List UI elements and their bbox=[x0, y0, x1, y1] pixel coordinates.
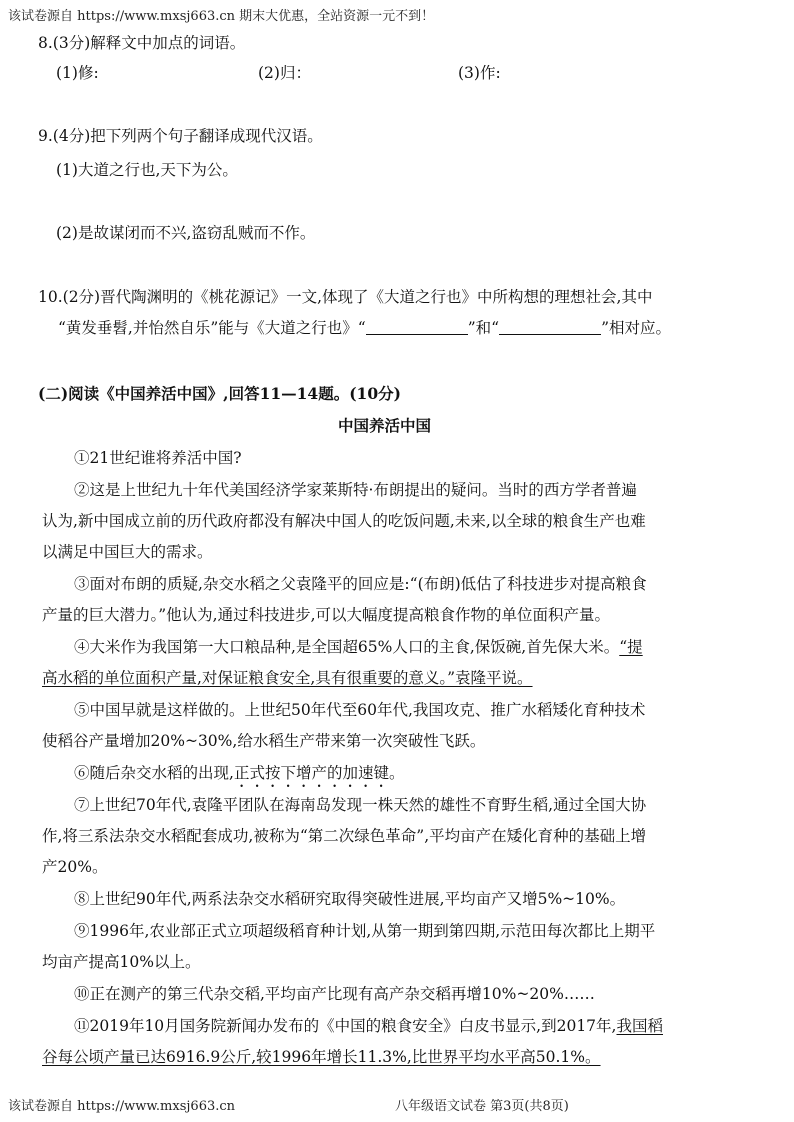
q8-item-2: (2)归： bbox=[258, 64, 311, 82]
para-2-line-2: 认为,新中国成立前的历代政府都没有解决中国人的吃饭问题,未来,以全球的粮食生产也难 bbox=[42, 512, 646, 530]
footer-watermark: 该试卷源自 https://www.mxsj663.cn bbox=[8, 1099, 236, 1114]
para-9-line-1: ⑨1996年,农业部正式立项超级稻育种计划,从第一期到第四期,示范田每次都比上期平 bbox=[74, 922, 656, 940]
para-6-a: ⑥随后杂交水稻的出现, bbox=[74, 764, 234, 782]
q8-stem: 8.(3分)解释文中加点的词语。 bbox=[38, 34, 246, 52]
para-5-line-1: ⑤中国早就是这样做的。上世纪50年代至60年代,我国攻克、推广水稻矮化育种技术 bbox=[74, 701, 646, 719]
para-6-dotted-phrase: 正式按下增产的加速键 bbox=[233, 764, 389, 782]
para-3-line-1: ③面对布朗的质疑,杂交水稻之父袁隆平的回应是:“(布朗)低估了科技进步对提高粮食 bbox=[74, 575, 647, 593]
para-11-line-1-a: ⑪2019年10月国务院新闻办发布的《中国的粮食安全》白皮书显示,到2017年, bbox=[74, 1017, 617, 1035]
passage-title: 中国养活中国 bbox=[338, 416, 432, 435]
section-heading: (二)阅读《中国养活中国》,回答11—14题。(10分) bbox=[38, 384, 401, 403]
q8-item-1: (1)修: bbox=[56, 64, 99, 82]
q10-answer-blank-1[interactable] bbox=[366, 318, 468, 335]
q10-line-2-a: “黄发垂髫,并怡然自乐”能与《大道之行也》“ bbox=[58, 319, 366, 337]
q10-line-2-c: ”相对应。 bbox=[601, 319, 671, 337]
para-4-line-2: 高水稻的单位面积产量,对保证粮食安全,具有很重要的意义。”袁隆平说。 bbox=[42, 669, 533, 687]
page-number: 八年级语文试卷 第3页(共8页) bbox=[395, 1099, 569, 1114]
para-7-line-3: 产20%。 bbox=[42, 858, 108, 876]
para-4-line-1-a: ④大米作为我国第一大口粮品种,是全国超65%人口的主食,保饭碗,首先保大米。 bbox=[74, 638, 620, 656]
para-11-line-2: 谷每公顷产量已达6916.9公斤,较1996年增长11.3%,比世界平均水平高50.1%。 bbox=[42, 1048, 601, 1066]
para-9-line-2: 均亩产提高10%以上。 bbox=[42, 953, 201, 971]
q10-line-2 bbox=[58, 317, 671, 339]
para-1: ①21世纪谁将养活中国? bbox=[74, 449, 242, 467]
para-10: ⑩正在测产的第三代杂交稻,平均亩产比现有高产杂交稻再增10%~20%…… bbox=[74, 985, 595, 1003]
q10-answer-blank-2[interactable] bbox=[499, 318, 601, 335]
para-4-line-1 bbox=[74, 636, 643, 658]
para-8: ⑧上世纪90年代,两系法杂交水稻研究取得突破性进展,平均亩产又增5%~10%。 bbox=[74, 890, 626, 908]
q9-stem: 9.(4分)把下列两个句子翻译成现代汉语。 bbox=[38, 127, 323, 145]
para-4-underline-start: “提 bbox=[619, 638, 643, 656]
para-5-line-2: 使稻谷产量增加20%~30%,给水稻生产带来第一次突破性飞跃。 bbox=[42, 732, 486, 750]
para-3-line-2: 产量的巨大潜力。”他认为,通过科技进步,可以大幅度提高粮食作物的单位面积产量。 bbox=[42, 606, 611, 624]
para-11-line-1 bbox=[74, 1015, 663, 1037]
q8-item-3: (3)作: bbox=[458, 64, 501, 82]
para-2-line-1: ②这是上世纪九十年代美国经济学家莱斯特·布朗提出的疑问。当时的西方学者普遍 bbox=[74, 481, 637, 499]
para-7-line-1: ⑦上世纪70年代,袁隆平团队在海南岛发现一株天然的雄性不育野生稻,通过全国大协 bbox=[74, 796, 647, 814]
q9-item-2: (2)是故谋闭而不兴,盗窃乱贼而不作。 bbox=[56, 224, 316, 242]
q10-line-1: 10.(2分)晋代陶渊明的《桃花源记》一文,体现了《大道之行也》中所构想的理想社会,其中 bbox=[38, 288, 653, 306]
para-6 bbox=[74, 762, 404, 791]
para-11-underline-start: 我国稻 bbox=[616, 1017, 663, 1035]
para-2-line-3: 以满足中国巨大的需求。 bbox=[42, 543, 213, 561]
q10-line-2-b: ”和“ bbox=[467, 319, 500, 337]
para-6-c: 。 bbox=[388, 764, 405, 782]
q9-item-1: (1)大道之行也,天下为公。 bbox=[56, 161, 238, 179]
header-watermark: 该试卷源自 https://www.mxsj663.cn 期末大优惠，全站资源一元不到！ bbox=[8, 9, 435, 24]
para-7-line-2: 作,将三系法杂交水稻配套成功,被称为“第二次绿色革命”,平均亩产在矮化育种的基础上增 bbox=[42, 827, 647, 845]
